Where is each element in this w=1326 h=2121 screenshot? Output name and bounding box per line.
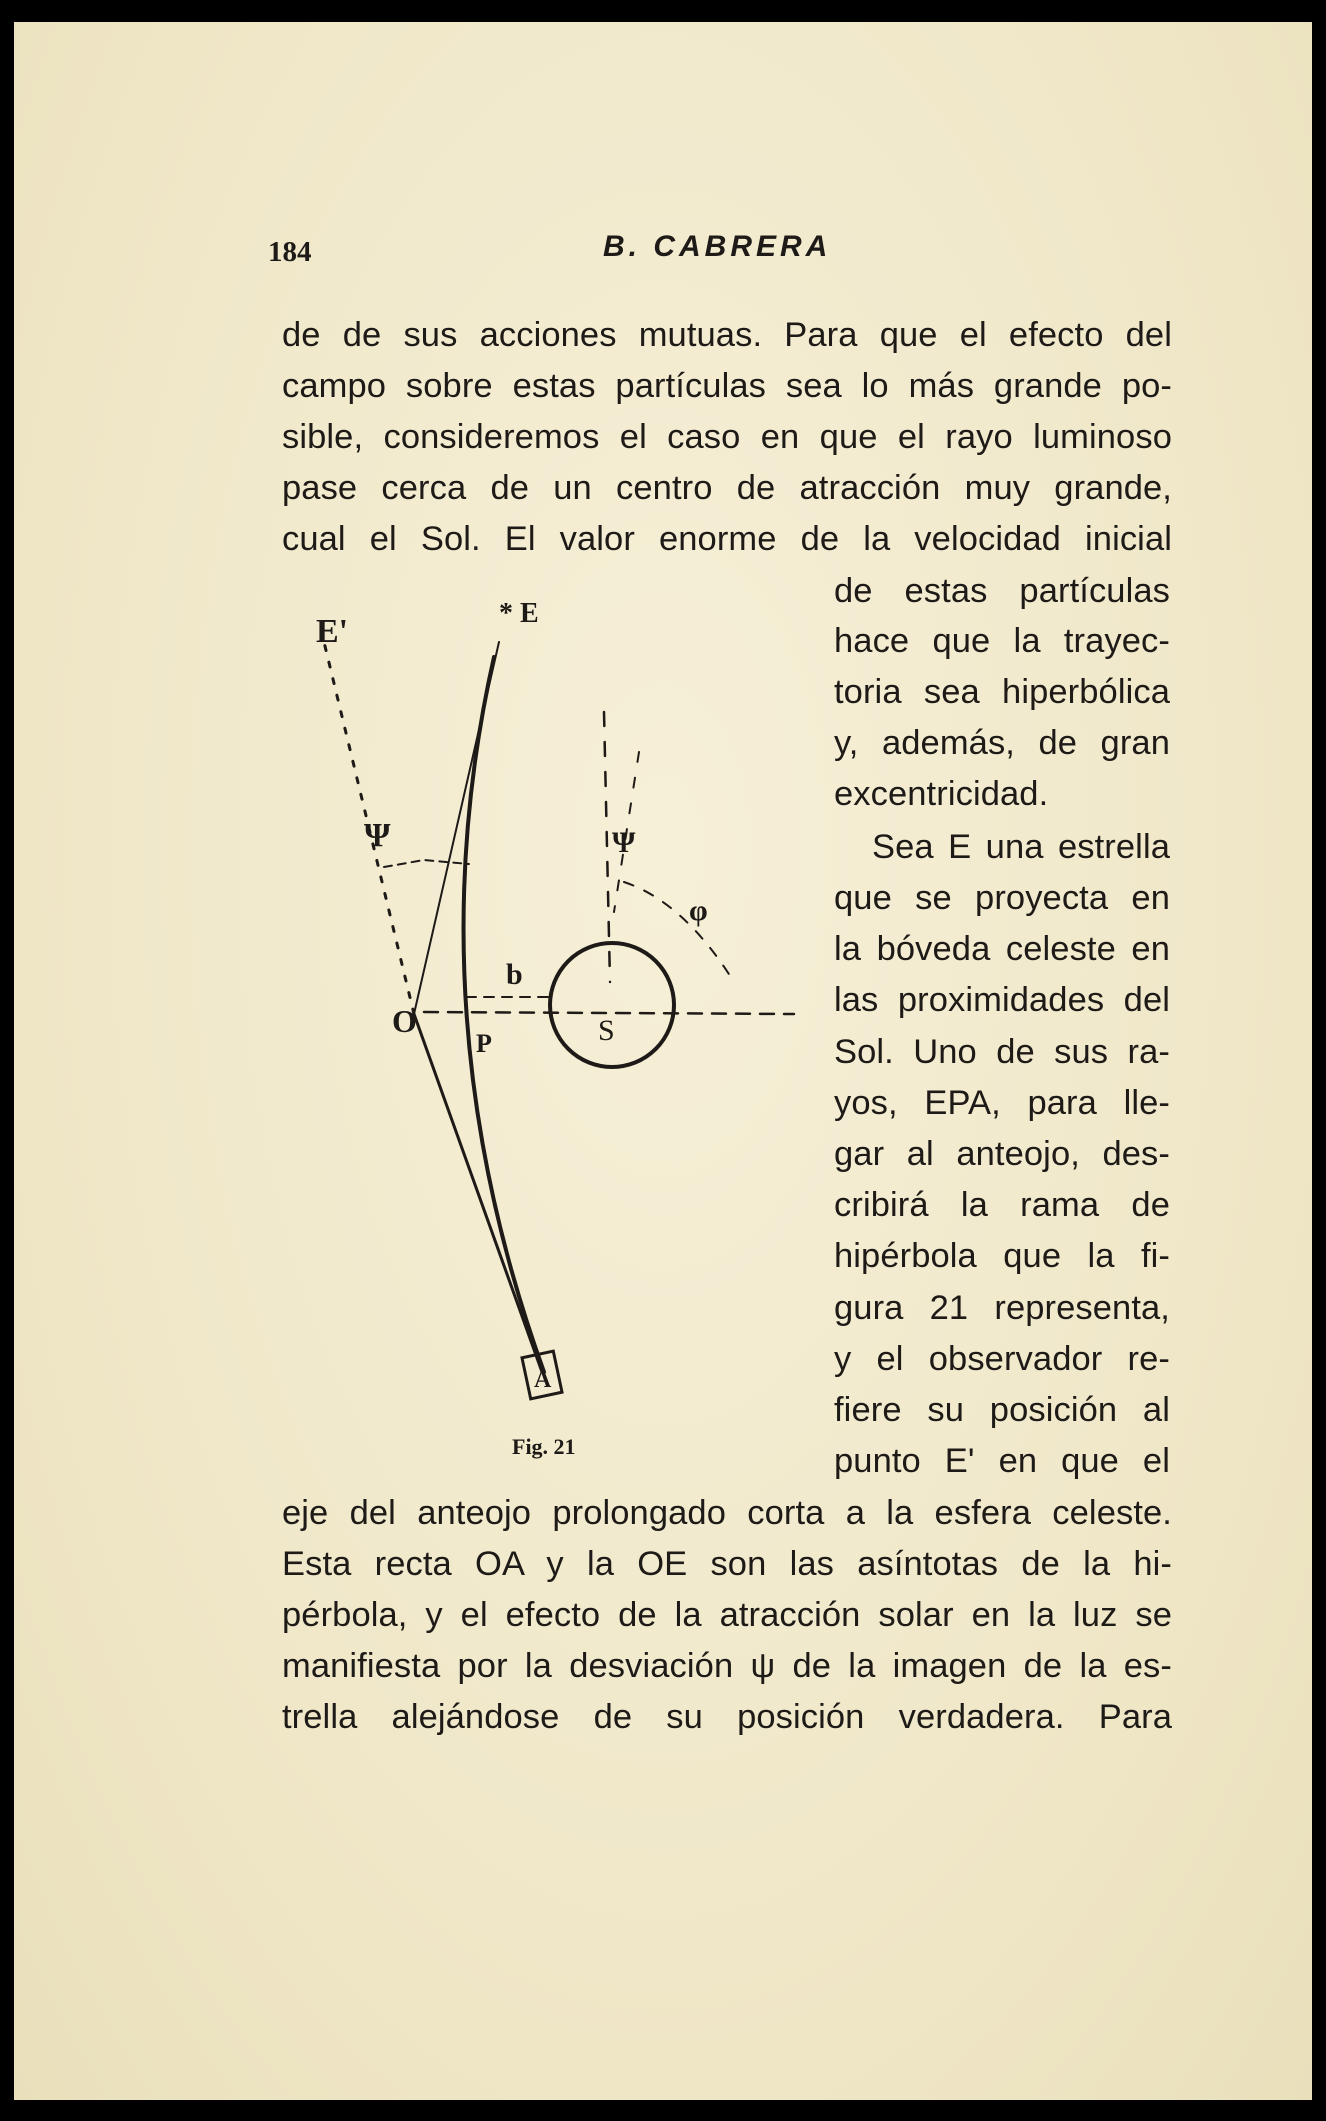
text-line: gar al anteojo, des- <box>834 1135 1170 1173</box>
page-number: 184 <box>268 236 312 268</box>
sun-circle <box>550 943 674 1067</box>
text-line: punto E' en que el <box>834 1442 1170 1480</box>
text-line: hace que la trayec- <box>834 622 1170 660</box>
text-line: campo sobre estas partículas sea lo más grande po- <box>282 367 1172 405</box>
text-line: hipérbola que la fi- <box>834 1237 1170 1275</box>
text-line: sible, consideremos el caso en que el rayo luminoso <box>282 418 1172 456</box>
text-line: pase cerca de un centro de atracción muy grande, <box>282 469 1172 507</box>
figure-caption: Fig. 21 <box>512 1434 576 1459</box>
text-line: Esta recta OA y la OE son las asíntotas de la hi- <box>282 1545 1172 1583</box>
text-line: las proximidades del <box>834 981 1170 1019</box>
text-line: y el observador re- <box>834 1340 1170 1378</box>
text-line: cual el Sol. El valor enorme de la velocidad inicial <box>282 520 1172 558</box>
text-line: yos, EPA, para lle- <box>834 1084 1170 1122</box>
text-line: cribirá la rama de <box>834 1186 1170 1224</box>
text-line: gura 21 representa, <box>834 1289 1170 1327</box>
asymptote-oe <box>414 642 499 1014</box>
text-line: eje del anteojo prolongado corta a la esfera celeste. <box>282 1494 1172 1532</box>
book-page <box>14 22 1312 2100</box>
label-b: b <box>506 958 523 991</box>
text-line: la bóveda celeste en <box>834 930 1170 968</box>
text-line: trella alejándose de su posición verdadera. Para <box>282 1698 1172 1736</box>
text-line: Sea E una estrella <box>872 828 1170 866</box>
label-p: P <box>476 1029 492 1058</box>
label-a: A <box>534 1367 552 1393</box>
hyperbola-diagram <box>294 582 834 1482</box>
asymptote-oa <box>414 1014 542 1372</box>
text-line: manifiesta por la desviación ψ de la imagen de la es- <box>282 1647 1172 1685</box>
running-head-author: B. CABRERA <box>603 230 832 263</box>
text-line: de estas partículas <box>834 572 1170 610</box>
running-header <box>268 218 1168 278</box>
label-e-prime: E' <box>316 613 349 650</box>
label-psi-left: Ψ <box>364 817 391 854</box>
text-line: que se proyecta en <box>834 879 1170 917</box>
phi-arc <box>624 882 734 982</box>
label-psi-right: Ψ <box>612 826 636 859</box>
text-line: toria sea hiperbólica <box>834 673 1170 711</box>
text-line: pérbola, y el efecto de la atracción solar en la luz se <box>282 1596 1172 1634</box>
label-s: S <box>598 1014 615 1047</box>
text-line: y, además, de gran <box>834 724 1170 762</box>
text-line: de de sus acciones mutuas. Para que el efecto del <box>282 316 1172 354</box>
text-line: excentricidad. <box>834 775 1049 813</box>
text-line: Sol. Uno de sus ra- <box>834 1033 1170 1071</box>
figure-21 <box>294 582 834 1482</box>
label-e: * E <box>499 598 539 629</box>
label-phi: φ <box>689 894 708 927</box>
psi-arc-left <box>384 860 469 867</box>
text-line: fiere su posición al <box>834 1391 1170 1429</box>
label-o: O <box>392 1003 417 1039</box>
